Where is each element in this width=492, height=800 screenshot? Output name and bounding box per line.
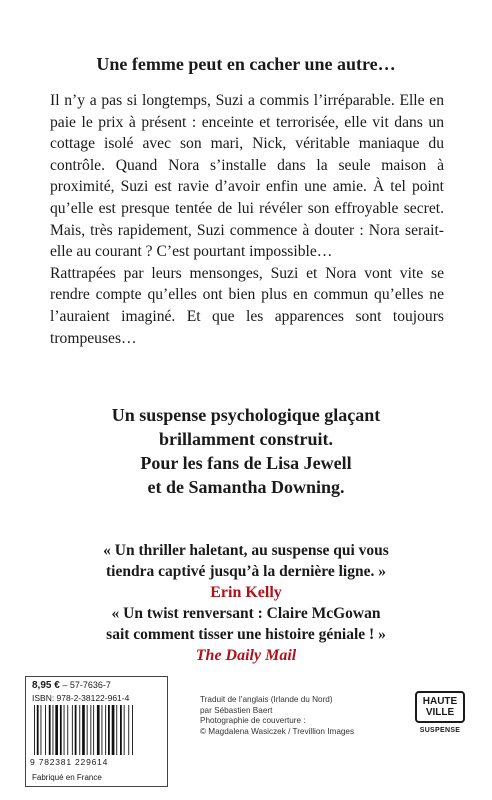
synopsis-paragraph-2: Rattrapées par leurs mensonges, Suzi et Nora vont vite se rendre compte qu’elles ont bien plus en commun qu’elles ne l’auraient imaginé. Et que les apparences sont toujours trompeuses…: [50, 264, 444, 347]
made-in-label: Fabriqué en France: [32, 773, 102, 782]
credit-line: Traduit de l’anglais (Irlande du Nord): [200, 695, 333, 704]
quote-line: « Un twist renversant : Claire McGowan: [111, 605, 381, 622]
quote-line: sait comment tisser une histoire géniale ! »: [106, 626, 386, 643]
barcode-box: [25, 676, 168, 787]
quote-source: Erin Kelly: [210, 584, 282, 601]
barcode-bar: [75, 705, 77, 755]
barcode-bar: [124, 705, 125, 755]
barcode-bar: [55, 705, 58, 755]
credits: [200, 695, 390, 737]
barcode-bar: [49, 705, 51, 755]
barcode-bar: [116, 705, 117, 755]
synopsis-paragraph-1: Il n’y a pas si longtemps, Suzi a commis l’irréparable. Elle en paie le prix à présent : enceinte et terrorisée, elle vit dans un cottage isolé avec son mari, Nick, véritable maniaque du contrôle. Quand Nora s’installe dans la seule maison à proximité, Suzi est ravie d’avoir enfin une amie. À tel point qu’elle est presque tentée de lui révéler son effroyable secret. Mais, très rapidement, Suzi commence à douter : Nora serait-elle au courant ? C’est pourtant impossible…: [50, 92, 444, 261]
barcode-bar: [128, 705, 129, 755]
barcode-bar: [90, 705, 91, 755]
marketing-pitch: [0, 403, 492, 499]
synopsis: [50, 90, 444, 349]
barcode-bar: [79, 705, 80, 755]
barcode-bar: [108, 705, 110, 755]
logo-line: VILLE: [425, 707, 455, 718]
pitch-line: et de Samantha Downing.: [147, 477, 345, 497]
quote-line: « Un thriller haletant, au suspense qui vous: [103, 542, 389, 559]
product-code: – 57-7636-7: [62, 680, 111, 690]
pitch-line: Un suspense psychologique glaçant: [111, 405, 381, 425]
barcode-bar: [112, 705, 115, 755]
review-quote-2: [0, 603, 492, 666]
barcode-bar: [120, 705, 122, 755]
back-cover-tagline: Une femme peut en cacher une autre…: [96, 54, 396, 74]
collection-label: SUSPENSE: [419, 727, 461, 734]
barcode-digits: 9 782381 229614: [30, 757, 109, 767]
publisher-logo-box: [415, 691, 465, 723]
price-line: [32, 680, 111, 691]
quote-source: The Daily Mail: [195, 647, 297, 664]
review-quote-1: [0, 540, 492, 603]
price: 8,95 €: [32, 680, 60, 691]
barcode-bar: [93, 705, 94, 755]
publisher-logo: [415, 691, 465, 734]
barcode-bar: [67, 705, 68, 755]
credit-line: par Sébastien Baert: [200, 705, 273, 715]
logo-line: HAUTE: [422, 696, 458, 707]
barcode-bar: [105, 705, 106, 755]
barcode-bar: [34, 705, 35, 755]
barcode-bar: [64, 705, 65, 755]
barcode-bar: [53, 705, 54, 755]
barcode-bar: [87, 705, 88, 755]
credit-line: © Magdalena Wasiczek / Trevillion Images: [200, 726, 355, 736]
pitch-line: brillamment construit.: [159, 429, 333, 449]
barcode-bar: [45, 705, 46, 755]
barcode-graphic: [32, 705, 162, 755]
barcode-bar: [72, 705, 73, 755]
credit-line: Photographie de couverture :: [200, 716, 306, 726]
barcode-bar: [132, 705, 133, 755]
barcode-bar: [102, 705, 103, 755]
quote-line: tiendra captivé jusqu’à la dernière ligne. »: [106, 563, 386, 580]
barcode-bar: [37, 705, 39, 755]
barcode-bar: [82, 705, 85, 755]
barcode-bar: [60, 705, 62, 755]
pitch-line: Pour les fans de Lisa Jewell: [140, 453, 352, 473]
isbn: ISBN: 978-2-38122-961-4: [32, 693, 130, 703]
barcode-bar: [41, 705, 42, 755]
barcode-bar: [97, 705, 100, 755]
